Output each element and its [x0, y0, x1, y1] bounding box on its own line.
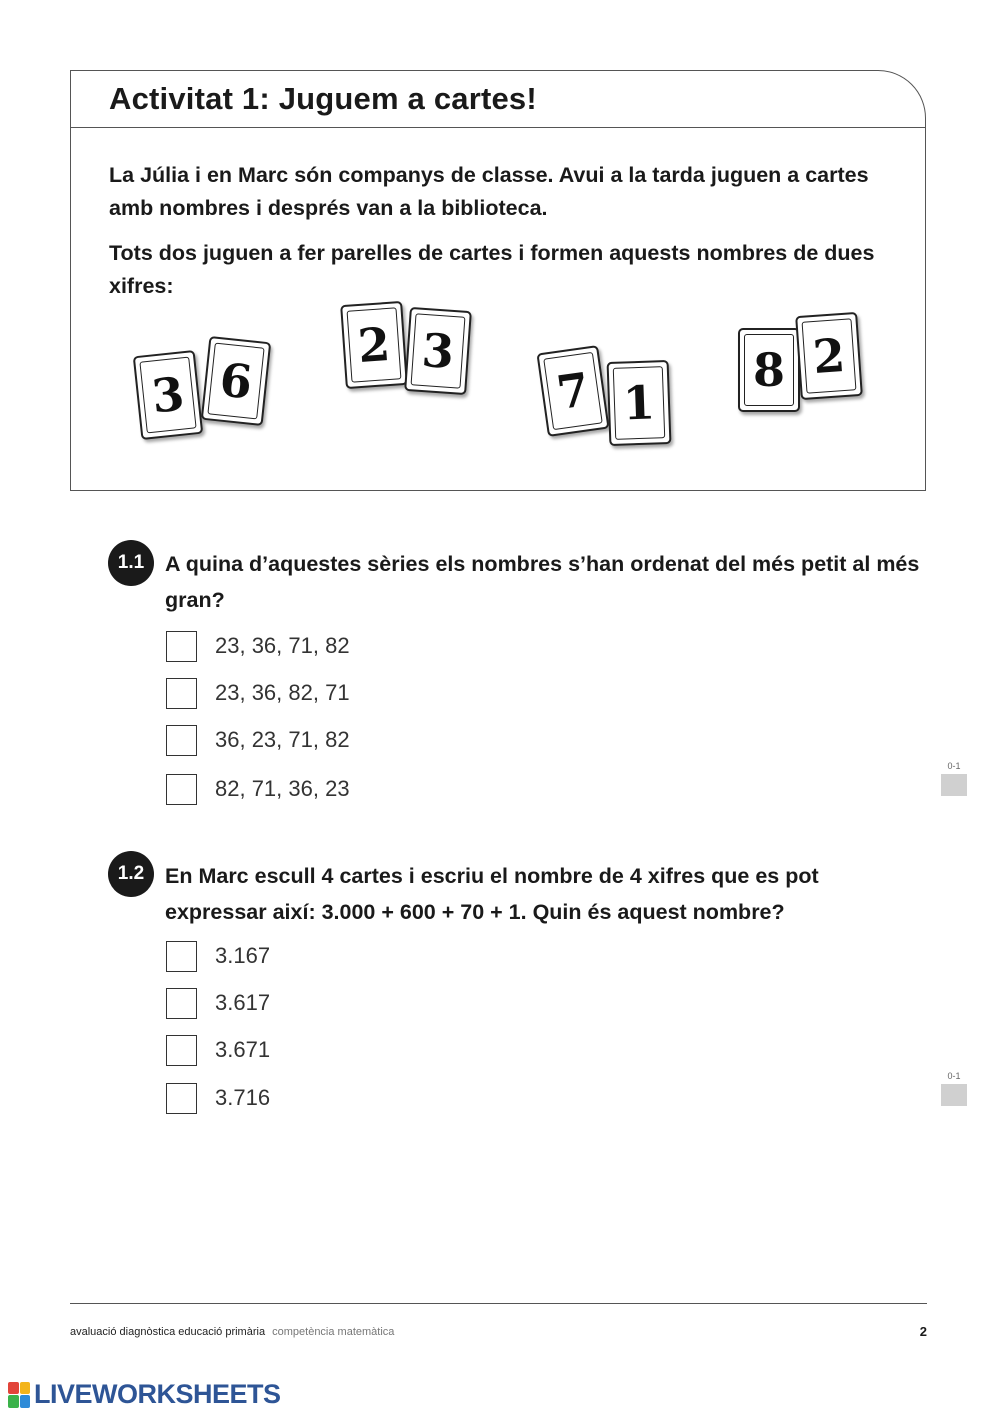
card	[607, 360, 672, 446]
liveworksheets-logo-icon	[8, 1382, 30, 1408]
option-label: 3.617	[215, 990, 271, 1015]
option-item	[166, 1081, 270, 1115]
option-item	[166, 629, 350, 663]
intro-paragraph-1: La Júlia i en Marc són companys de classe. Avui a la tarda juguen a cartes amb nombres i després van a la biblioteca.	[109, 163, 869, 220]
footer-title: avaluació diagnòstica educació primària	[70, 1326, 266, 1338]
question-text: En Marc escull 4 cartes i escriu el nombre de 4 xifres que es pot expressar així: 3.000 + 600 + 70 + 1. Quin és aquest nombre?	[165, 864, 819, 924]
question-number-badge: 1.2	[108, 851, 154, 897]
liveworksheets-brand[interactable]	[8, 1379, 281, 1410]
card	[536, 345, 609, 437]
option-checkbox[interactable]	[166, 1083, 197, 1114]
card	[738, 328, 800, 412]
option-checkbox[interactable]	[166, 725, 197, 756]
card-digit: 2	[811, 327, 847, 385]
score-field	[941, 1071, 967, 1106]
option-item	[166, 986, 270, 1020]
footer-subtitle: competència matemàtica	[272, 1326, 395, 1338]
card-digit: 2	[356, 316, 392, 374]
card	[795, 312, 863, 400]
card-digit: 3	[149, 366, 187, 424]
score-field	[941, 761, 967, 796]
option-checkbox[interactable]	[166, 678, 197, 709]
option-label: 36, 23, 71, 82	[215, 727, 350, 752]
card-digit: 8	[752, 343, 785, 397]
option-item	[166, 772, 350, 806]
option-checkbox[interactable]	[166, 1035, 197, 1066]
card-digit: 1	[622, 375, 656, 431]
page-number: 2	[919, 1324, 927, 1339]
option-checkbox[interactable]	[166, 988, 197, 1019]
intro-paragraph-2: Tots dos juguen a fer parelles de cartes i formen aquests nombres de dues xifres:	[109, 241, 875, 298]
option-item	[166, 723, 350, 757]
score-box[interactable]	[941, 1084, 967, 1106]
footer-divider	[70, 1303, 927, 1304]
score-label: 0-1	[947, 761, 961, 771]
option-checkbox[interactable]	[166, 774, 197, 805]
option-item	[166, 676, 350, 710]
option-label: 23, 36, 71, 82	[215, 633, 350, 658]
card	[201, 336, 271, 426]
question-number-badge: 1.1	[108, 540, 154, 586]
card-digit: 7	[553, 362, 593, 420]
card-digit: 3	[420, 322, 456, 380]
card	[133, 350, 203, 440]
option-item	[166, 1033, 270, 1067]
card	[340, 301, 408, 389]
question-text: A quina d’aquestes sèries els nombres s’han ordenat del més petit al més gran?	[165, 552, 920, 612]
score-box[interactable]	[941, 774, 967, 796]
option-label: 23, 36, 82, 71	[215, 680, 350, 705]
card	[404, 307, 472, 395]
option-item	[166, 939, 270, 973]
brand-name: LIVEWORKSHEETS	[34, 1379, 281, 1409]
card-digit: 6	[217, 352, 255, 410]
option-label: 3.671	[215, 1037, 271, 1062]
footer-text	[70, 1326, 394, 1338]
score-label: 0-1	[947, 1071, 961, 1081]
activity-title: Activitat 1: Juguem a cartes!	[109, 81, 537, 116]
option-label: 82, 71, 36, 23	[215, 776, 350, 801]
option-checkbox[interactable]	[166, 631, 197, 662]
activity-box	[70, 70, 926, 491]
option-label: 3.716	[215, 1085, 271, 1110]
option-label: 3.167	[215, 943, 271, 968]
option-checkbox[interactable]	[166, 941, 197, 972]
